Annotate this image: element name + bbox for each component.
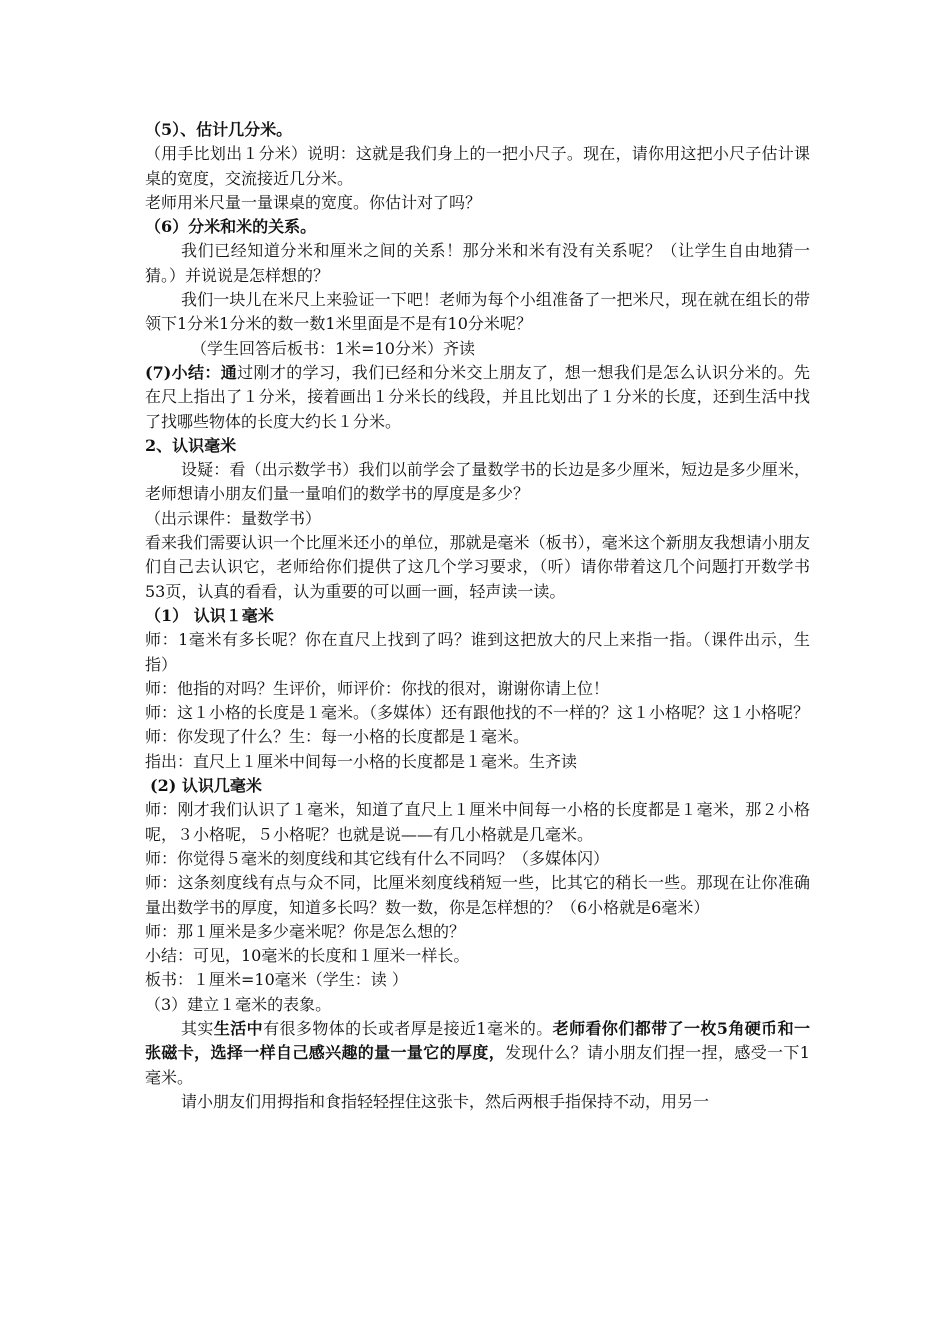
subheading-several-mm: (2) 认识几毫米 <box>150 776 262 796</box>
paragraph: 请小朋友们用拇指和食指轻轻捏住这张卡，然后两根手指保持不动，用另一 <box>181 1091 710 1111</box>
paragraph: 老师用米尺量一量课桌的宽度。你估计对了吗？ <box>145 192 482 212</box>
paragraph: 我们已经知道分米和厘米之间的关系！那分米和米有没有关系呢？（让学生自由地猜一猜。）并说说是怎样想的？ <box>145 241 810 285</box>
paragraph <box>145 1017 810 1090</box>
paragraph: （用手比划出１分米）说明：这就是我们身上的一把小尺子。现在，请你用这把小尺子估计课桌的宽度，交流接近几分米。 <box>145 144 810 188</box>
paragraph: 指出：直尺上１厘米中间每一小格的长度都是１毫米。生齐读 <box>145 751 578 771</box>
text-run-bold: 老师看你们都带了一枚5角硬币和一张磁卡，选择一样自己感兴趣的量一量它的厚度， <box>145 1018 810 1063</box>
summary-paragraph <box>145 361 810 434</box>
text-run: 发现什么？请小朋友们捏一捏，感受一下1毫米。 <box>145 1043 810 1087</box>
paragraph: （学生回答后板书：1米=10分米）齐读 <box>191 338 475 358</box>
text-run: 有很多物体的长或者厚是接近1毫米的。 <box>263 1018 553 1038</box>
section-heading-5: （5）、估计几分米。 <box>145 120 293 139</box>
paragraph: 小结：可见，10毫米的长度和１厘米一样长。 <box>145 946 470 966</box>
paragraph: 师：这１小格的长度是１毫米。（多媒体）还有跟他找的不一样的？这１小格呢？这１小格呢？ <box>145 703 810 723</box>
summary-text: 过刚才的学习，我们已经和分米交上朋友了，想一想我们是怎么认识分米的。先在尺上指出了１分米，接着画出１分米长的线段，并且比划出了１分米的长度，还到生活中找了找哪些物体的长度大约长１分米。 <box>145 362 810 431</box>
paragraph: （出示课件：量数学书） <box>145 508 322 528</box>
section-heading-6: （6）分米和米的关系。 <box>145 217 317 237</box>
paragraph: 师：你觉得５毫米的刻度线和其它线有什么不同吗？（多媒体闪） <box>145 848 610 868</box>
subheading-1mm: （1） 认识１毫米 <box>145 605 274 625</box>
section-heading-millimeter: 2、认识毫米 <box>145 435 237 455</box>
paragraph: 我们一块儿在米尺上来验证一下吧！老师为每个小组准备了一把米尺，现在就在组长的带领下1分米1分米的数一数1米里面是不是有10分米呢？ <box>145 290 810 334</box>
paragraph: 师：那１厘米是多少毫米呢？你是怎么想的？ <box>145 921 466 941</box>
paragraph: 设疑：看（出示数学书）我们以前学会了量数学书的长边是多少厘米，短边是多少厘米，老师想请小朋友们量一量咱们的数学书的厚度是多少？ <box>145 460 810 504</box>
document-page <box>145 118 810 1114</box>
paragraph: 师：刚才我们认识了１毫米，知道了直尺上１厘米中间每一小格的长度都是１毫米，那２小格呢，３小格呢，５小格呢？也就是说——有几小格就是几毫米。 <box>145 800 810 844</box>
text-run-bold: 生活中 <box>213 1018 264 1038</box>
paragraph: 师：他指的对吗？生评价，师评价：你找的很对，谢谢你请上位！ <box>145 678 610 698</box>
text-run: 其实 <box>181 1018 214 1038</box>
paragraph: 看来我们需要认识一个比厘米还小的单位，那就是毫米（板书），毫米这个新朋友我想请小朋友们自己去认识它，老师给你们提供了这几个学习要求，（听）请你带着这几个问题打开数学书53页，认真的看看，认为重要的可以画一画，轻声读一读。 <box>145 533 810 601</box>
paragraph: （3）建立１毫米的表象。 <box>145 994 332 1014</box>
paragraph: 师：1毫米有多长呢？你在直尺上找到了吗？谁到这把放大的尺上来指一指。（课件出示，生指） <box>145 630 810 674</box>
summary-label: (7)小结：通 <box>145 362 238 382</box>
paragraph: 板书：１厘米=10毫米（学生：读 ） <box>145 970 408 990</box>
paragraph: 师：你发现了什么？生：每一小格的长度都是１毫米。 <box>145 727 530 747</box>
paragraph: 师：这条刻度线有点与众不同，比厘米刻度线稍短一些，比其它的稍长一些。那现在让你准确量出数学书的厚度，知道多长吗？数一数，你是怎样想的？（6小格就是6毫米） <box>145 873 810 917</box>
